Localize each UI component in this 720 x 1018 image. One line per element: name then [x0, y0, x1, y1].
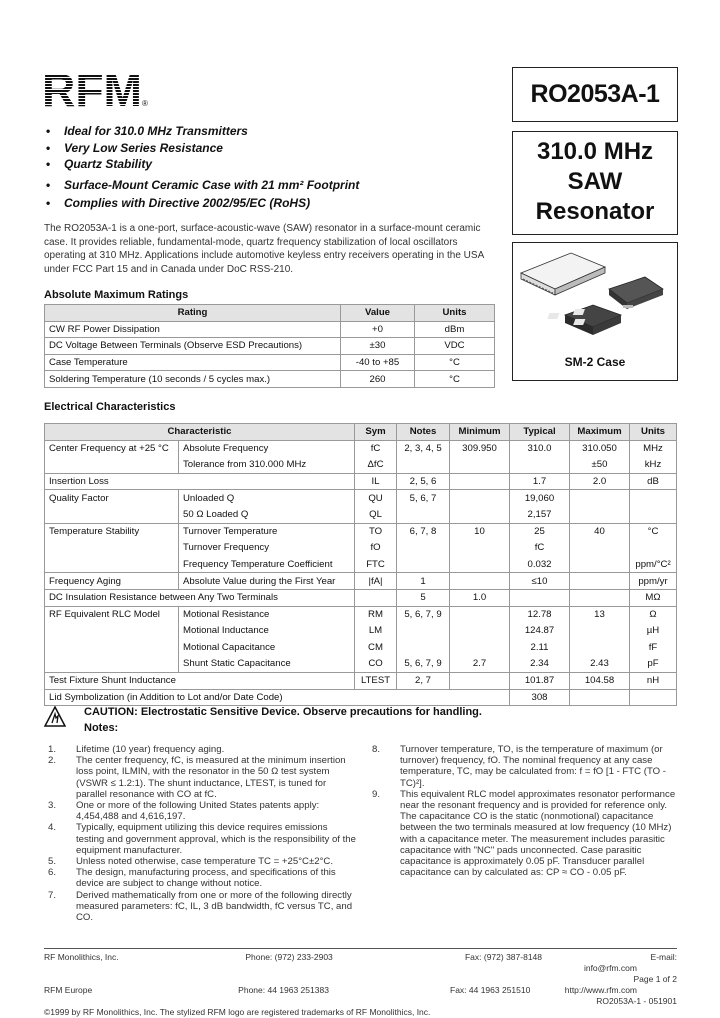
ec-cell-sym: LTEST — [355, 672, 397, 689]
ec-cell-notes — [397, 623, 450, 640]
table-row — [45, 672, 677, 689]
table-row — [45, 440, 677, 457]
ec-cell-min: 1.0 — [450, 589, 510, 606]
ec-cell-notes — [397, 540, 450, 557]
ec-cell-max: 2.43 — [570, 656, 630, 673]
note-number: 2. — [48, 755, 57, 767]
ec-cell-min: 309.950 — [450, 440, 510, 457]
ec-cell-a: Temperature Stability — [45, 523, 179, 540]
case-label: SM-2 Case — [564, 355, 626, 369]
notes-left — [48, 744, 358, 923]
ec-cell-typ: 2,157 — [510, 506, 570, 523]
ec-cell-sym: ΔfC — [355, 457, 397, 474]
note-number: 9. — [372, 788, 381, 800]
feature-item: • Ideal for 310.0 MHz Transmitters — [44, 123, 359, 140]
ec-header: Typical — [510, 424, 570, 441]
amr-cell: °C — [415, 354, 495, 371]
ec-cell-min — [450, 623, 510, 640]
ec-cell-max — [570, 490, 630, 507]
ec-cell-min — [450, 457, 510, 474]
ec-cell-typ: 25 — [510, 523, 570, 540]
ec-cell-units: MHz — [630, 440, 677, 457]
note-text: Turnover temperature, TO, is the temperature of maximum (or turnover) frequency, fO. The nominal frequency at any case temperature, TC, may be calculated from: f = fO [1 - FTC (TO -TC)²]. — [400, 744, 666, 789]
ec-cell-a: Quality Factor — [45, 490, 179, 507]
ec-cell-a — [45, 656, 179, 673]
ec-cell-max — [570, 639, 630, 656]
ec-cell-a — [45, 623, 179, 640]
table-row — [45, 606, 677, 623]
footer-phone-europe: Phone: 44 1963 251383 — [238, 985, 329, 995]
ec-cell-sym: IL — [355, 473, 397, 490]
ec-cell-sym: |fA| — [355, 573, 397, 590]
ec-cell-units: ppm/°C² — [630, 556, 677, 573]
ec-cell-a — [45, 556, 179, 573]
caution-text: CAUTION: Electrostatic Sensitive Device. Observe precautions for handling. — [84, 706, 482, 718]
amr-cell: CW RF Power Dissipation — [45, 321, 341, 338]
logo-text: RFM — [42, 66, 142, 108]
elec-table — [44, 423, 677, 706]
ec-cell-sym: RM — [355, 606, 397, 623]
ec-cell-max — [570, 589, 630, 606]
ec-cell-typ: 101.87 — [510, 672, 570, 689]
ec-cell-a — [45, 540, 179, 557]
amr-cell: -40 to +85 — [341, 354, 415, 371]
ec-cell-sym: fO — [355, 540, 397, 557]
ec-cell-units: pF — [630, 656, 677, 673]
note-number: 4. — [48, 822, 57, 834]
footer-fax: Fax: (972) 387-8148 — [464, 952, 543, 962]
ec-cell-units — [630, 506, 677, 523]
ec-header: Sym — [355, 424, 397, 441]
ec-cell-b: Tolerance from 310.000 MHz — [179, 457, 355, 474]
note-item — [372, 744, 677, 789]
ec-cell-min — [450, 490, 510, 507]
ec-cell-a — [45, 506, 179, 523]
note-text: Derived mathematically from one or more of the following directly measured parameters: fC, IL, 3 dB bandwidth, fC versus TC, and CO. — [76, 889, 353, 924]
table-row — [45, 490, 677, 507]
table-row — [45, 656, 677, 673]
ec-cell-units: µH — [630, 623, 677, 640]
table-row — [45, 689, 677, 706]
ec-cell-units: fF — [630, 639, 677, 656]
table-row — [45, 540, 677, 557]
ec-cell-units: Ω — [630, 606, 677, 623]
notes-heading: Notes: — [84, 722, 119, 734]
feature-item: • Surface-Mount Ceramic Case with 21 mm² Footprint — [44, 177, 359, 194]
footer-right-2 — [565, 985, 677, 1007]
ec-cell-notes: 5 — [397, 589, 450, 606]
ec-cell-sym — [355, 589, 397, 606]
logo-mark: ® — [142, 99, 148, 108]
footer-email[interactable]: E-mail: info@rfm.com — [583, 952, 677, 973]
ec-cell-a: Test Fixture Shunt Inductance — [45, 672, 355, 689]
ec-cell-min: 2.7 — [450, 656, 510, 673]
ec-header: Maximum — [570, 424, 630, 441]
table-row — [45, 354, 495, 371]
sm2-case-illustration — [513, 243, 677, 353]
table-row — [45, 639, 677, 656]
amr-cell: Case Temperature — [45, 354, 341, 371]
ec-cell-notes — [397, 556, 450, 573]
ec-cell-typ — [510, 457, 570, 474]
ec-cell-max — [570, 573, 630, 590]
ec-cell-b: Absolute Value during the First Year — [179, 573, 355, 590]
ec-cell-min — [450, 506, 510, 523]
amr-cell: +0 — [341, 321, 415, 338]
amr-header: Units — [415, 305, 495, 322]
feature-item: • Quartz Stability — [44, 156, 359, 173]
ec-header: Notes — [397, 424, 450, 441]
ec-cell-sym: QU — [355, 490, 397, 507]
ec-cell-max — [570, 623, 630, 640]
ec-header: Characteristic — [45, 424, 355, 441]
ec-cell-min — [450, 639, 510, 656]
ec-header: Units — [630, 424, 677, 441]
ec-cell-sym: CO — [355, 656, 397, 673]
ec-cell-max: 13 — [570, 606, 630, 623]
intro-paragraph: The RO2053A-1 is a one-port, surface-acoustic-wave (SAW) resonator in a surface-mount ceramic case. It provides reliable, fundamental-mode, quartz frequency stabilization of local oscillators operating at 310 MHz. Applications include automotive keyless entry receivers operating in the USA under FCC Part 15 and in Canada under DoC RSS-210. — [44, 223, 484, 276]
note-text: Unless noted otherwise, case temperature TC = +25°C±2°C. — [76, 856, 333, 868]
note-text: The design, manufacturing process, and specifications of this device are subject to change without notice. — [76, 867, 336, 890]
ec-cell-max — [570, 556, 630, 573]
ec-cell-a: Insertion Loss — [45, 473, 355, 490]
note-item — [372, 789, 677, 879]
abs-max-table — [44, 304, 495, 388]
ec-cell-units: °C — [630, 523, 677, 540]
amr-cell: °C — [415, 371, 495, 388]
ec-cell-typ: 1.7 — [510, 473, 570, 490]
amr-cell: 260 — [341, 371, 415, 388]
ec-cell-typ: fC — [510, 540, 570, 557]
table-row — [45, 573, 677, 590]
table-row — [45, 506, 677, 523]
table-row — [45, 457, 677, 474]
ec-cell-max: 310.050 — [570, 440, 630, 457]
ec-cell-notes: 1 — [397, 573, 450, 590]
table-row — [45, 338, 495, 355]
title-box — [512, 131, 678, 235]
ec-cell-b: Turnover Temperature — [179, 523, 355, 540]
footer-right — [584, 952, 677, 985]
ec-cell-notes — [397, 506, 450, 523]
ec-cell-b: Frequency Temperature Coefficient — [179, 556, 355, 573]
ec-cell-max: 40 — [570, 523, 630, 540]
amr-header: Rating — [45, 305, 341, 322]
note-number: 7. — [48, 889, 57, 901]
rfm-logo — [42, 66, 152, 108]
footer-page: Page 1 of 2 — [633, 974, 677, 984]
ec-cell-units — [630, 490, 677, 507]
amr-cell: VDC — [415, 338, 495, 355]
table-row — [45, 623, 677, 640]
ec-cell-b: Shunt Static Capacitance — [179, 656, 355, 673]
ec-cell-max: ±50 — [570, 457, 630, 474]
amr-cell: ±30 — [341, 338, 415, 355]
ec-cell-b: Motional Inductance — [179, 623, 355, 640]
table-row — [45, 589, 677, 606]
ec-cell-b: Unloaded Q — [179, 490, 355, 507]
ec-cell-a: Frequency Aging — [45, 573, 179, 590]
ec-cell-min — [450, 556, 510, 573]
ec-cell-a: Center Frequency at +25 °C — [45, 440, 179, 457]
ec-cell-a — [45, 639, 179, 656]
ec-empty — [570, 689, 630, 706]
footer-company-europe: RFM Europe — [44, 985, 93, 995]
ec-cell-units: MΩ — [630, 589, 677, 606]
note-text: This equivalent RLC model approximates resonator performance near the resonant frequency and is provided for reference only. The capacitance CO is the static (nonmotional) capacitance between the two terminals measured at low frequency (10 MHz) with a capacitance meter. The measurement includes parasitic capacitance with "NC" pads unconnected. Case parasitic capacitance is approximately 0.05 pF. Transducer parallel capacitance can by calculated as: CP ≈ CO - 0.05 pF. — [400, 788, 676, 879]
table-row — [45, 473, 677, 490]
ec-cell-units — [630, 540, 677, 557]
ec-cell-sym: LM — [355, 623, 397, 640]
ec-cell-b: Absolute Frequency — [179, 440, 355, 457]
ec-cell-typ: 19,060 — [510, 490, 570, 507]
note-item — [48, 755, 358, 800]
ec-cell-b: Turnover Frequency — [179, 540, 355, 557]
note-text: Typically, equipment utilizing this device requires emissions testing and government approval, which is the responsibility of the equipment manufacturer. — [76, 822, 356, 856]
ec-cell-a: Lid Symbolization (in Addition to Lot and/or Date Code) — [45, 689, 510, 706]
note-text: Lifetime (10 year) frequency aging. — [76, 744, 225, 755]
footer-website[interactable]: http://www.rfm.com — [564, 985, 637, 995]
esd-warning-icon — [44, 706, 66, 728]
footer-company: RF Monolithics, Inc. — [44, 952, 119, 962]
ec-cell-a: RF Equivalent RLC Model — [45, 606, 179, 623]
ec-cell-sym: CM — [355, 639, 397, 656]
note-item — [48, 822, 358, 856]
abs-max-heading: Absolute Maximum Ratings — [44, 289, 189, 301]
ec-cell-min — [450, 540, 510, 557]
ec-cell-max: 104.58 — [570, 672, 630, 689]
ec-cell-min: 10 — [450, 523, 510, 540]
note-item — [48, 867, 358, 889]
feature-item: • Very Low Series Resistance — [44, 140, 359, 157]
ec-cell-typ: 0.032 — [510, 556, 570, 573]
ec-cell-typ: 124.87 — [510, 623, 570, 640]
note-item — [48, 800, 358, 822]
ec-cell-b: Motional Capacitance — [179, 639, 355, 656]
amr-cell: Soldering Temperature (10 seconds / 5 cycles max.) — [45, 371, 341, 388]
ec-cell-units: nH — [630, 672, 677, 689]
table-row — [45, 523, 677, 540]
ec-cell-min — [450, 573, 510, 590]
feature-list — [44, 123, 359, 212]
ec-cell-typ: 310.0 — [510, 440, 570, 457]
note-number: 3. — [48, 800, 57, 812]
ec-cell-typ: ≤10 — [510, 573, 570, 590]
ec-cell-sym: TO — [355, 523, 397, 540]
ec-cell-notes: 2, 5, 6 — [397, 473, 450, 490]
ec-empty — [630, 689, 677, 706]
amr-cell: DC Voltage Between Terminals (Observe ESD Precautions) — [45, 338, 341, 355]
ec-cell-notes: 5, 6, 7 — [397, 490, 450, 507]
ec-cell-b: Motional Resistance — [179, 606, 355, 623]
footer-copyright: ©1999 by RF Monolithics, Inc. The stylized RFM logo are registered trademarks of RF Monolithics, Inc. — [44, 1007, 431, 1017]
note-text: One or more of the following United States patents apply: 4,454,488 and 4,616,197. — [76, 800, 320, 823]
title-line1: 310.0 MHz — [536, 138, 654, 165]
ec-cell-notes — [397, 457, 450, 474]
ec-cell-sym: fC — [355, 440, 397, 457]
note-item — [48, 744, 358, 755]
ec-cell-notes: 6, 7, 8 — [397, 523, 450, 540]
ec-cell-units: dB — [630, 473, 677, 490]
ec-cell-min — [450, 606, 510, 623]
part-number-box — [512, 67, 678, 122]
elec-heading: Electrical Characteristics — [44, 401, 176, 413]
ec-cell-min — [450, 672, 510, 689]
ec-cell-typ: 2.11 — [510, 639, 570, 656]
footer — [44, 948, 677, 1018]
ec-cell-b: 50 Ω Loaded Q — [179, 506, 355, 523]
part-number: RO2053A-1 — [530, 80, 660, 108]
notes-right — [372, 744, 677, 878]
footer-fax-europe: Fax: 44 1963 251510 — [450, 985, 531, 995]
note-text: The center frequency, fC, is measured at the minimum insertion loss point, ILMIN, with the resonator in the 50 Ω test system (VSWR ≤ 1.2:1). The shunt inductance, LTEST, is tuned for parallel resonance with CO at fC. — [76, 755, 346, 800]
ec-cell-notes: 5, 6, 7, 9 — [397, 606, 450, 623]
ec-cell-notes: 5, 6, 7, 9 — [397, 656, 450, 673]
ec-cell-typ — [510, 589, 570, 606]
table-row — [45, 321, 495, 338]
ec-cell-units: ppm/yr — [630, 573, 677, 590]
note-number: 1. — [48, 744, 57, 755]
ec-cell-sym: QL — [355, 506, 397, 523]
note-number: 5. — [48, 856, 57, 868]
ec-cell-max — [570, 540, 630, 557]
note-item — [48, 856, 358, 867]
table-row — [45, 556, 677, 573]
ec-header: Minimum — [450, 424, 510, 441]
ec-cell-a: DC Insulation Resistance between Any Two Terminals — [45, 589, 355, 606]
ec-cell-typ: 2.34 — [510, 656, 570, 673]
feature-item: • Complies with Directive 2002/95/EC (RoHS) — [44, 195, 359, 212]
footer-doc-id: RO2053A-1 - 051901 — [596, 996, 677, 1006]
title-line3: Resonator — [535, 198, 655, 225]
amr-cell: dBm — [415, 321, 495, 338]
note-number: 8. — [372, 744, 381, 755]
amr-header: Value — [341, 305, 415, 322]
ec-cell-min — [450, 473, 510, 490]
case-image-box — [512, 242, 678, 381]
note-item — [48, 890, 358, 924]
ec-cell-max — [570, 506, 630, 523]
title-line2: SAW — [567, 168, 623, 195]
ec-cell-notes: 2, 3, 4, 5 — [397, 440, 450, 457]
ec-cell-sym: FTC — [355, 556, 397, 573]
ec-cell-max: 2.0 — [570, 473, 630, 490]
ec-cell-a — [45, 457, 179, 474]
footer-phone: Phone: (972) 233-2903 — [245, 952, 333, 962]
ec-cell-notes: 2, 7 — [397, 672, 450, 689]
ec-cell-units: kHz — [630, 457, 677, 474]
table-row — [45, 371, 495, 388]
ec-cell-notes — [397, 639, 450, 656]
ec-cell-typ: 308 — [510, 689, 570, 706]
ec-cell-typ: 12.78 — [510, 606, 570, 623]
note-number: 6. — [48, 867, 57, 879]
